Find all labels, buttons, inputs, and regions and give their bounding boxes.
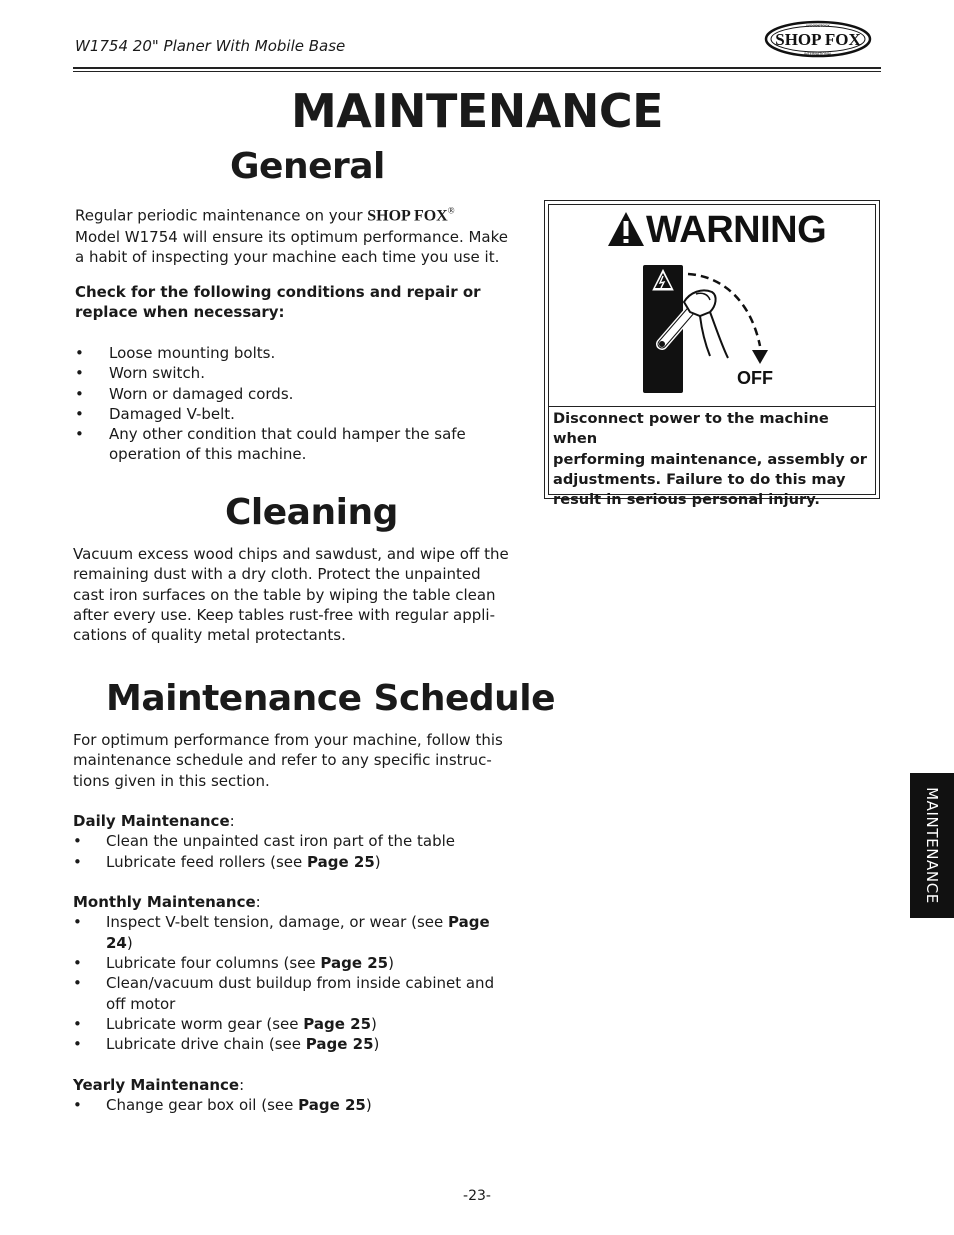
list-item: • Any other condition that could hamper the safe xyxy=(75,425,466,444)
inspection-list xyxy=(75,343,535,465)
header-rule xyxy=(73,67,881,69)
list-item: • Loose mounting bolts. xyxy=(75,344,276,362)
list-item: • Worn switch. xyxy=(75,364,205,383)
page-reference: Page xyxy=(448,913,490,932)
schedule-lists xyxy=(73,811,533,1115)
schedule-heading: Maintenance Schedule xyxy=(106,678,556,719)
warning-divider xyxy=(548,406,876,407)
switch-off-icon xyxy=(640,262,780,394)
side-tab-label: MAINTENANCE xyxy=(923,787,941,904)
daily-label: Daily Maintenance: xyxy=(73,812,235,830)
cleaning-heading: Cleaning xyxy=(225,492,398,533)
general-heading: General xyxy=(230,146,385,187)
list-item: • Lubricate feed rollers (see Page 25) xyxy=(73,852,381,871)
page-number: -23- xyxy=(463,1188,491,1204)
page-reference: Page 25 xyxy=(303,1014,372,1033)
header-rule-thin xyxy=(73,71,881,72)
page-reference: Page 25 xyxy=(320,954,389,973)
svg-text:INTERNATIONAL: INTERNATIONAL xyxy=(803,52,833,56)
side-tab-label-wrap xyxy=(910,773,954,918)
list-item: • Lubricate worm gear (see Page 25) xyxy=(73,1014,377,1033)
page-reference: Page 25 xyxy=(305,1035,374,1054)
list-item: • Change gear box oil (see Page 25) xyxy=(73,1096,372,1115)
list-item: • Clean/vacuum dust buildup from inside cabinet and xyxy=(73,974,495,993)
list-item: • Lubricate drive chain (see Page 25) xyxy=(73,1035,380,1054)
general-intro: Regular periodic maintenance on your SHOP FOX® Model W1754 will ensure its optimum performance. Make a habit of inspecting your machine each time you use it. xyxy=(75,206,509,266)
svg-text:SHOP FOX: SHOP FOX xyxy=(775,30,861,49)
check-conditions-text: Check for the following conditions and repair or replace when necessary: xyxy=(75,283,481,322)
warning-triangle-icon xyxy=(606,210,646,248)
monthly-label: Monthly Maintenance: xyxy=(73,893,261,912)
page-reference: Page 25 xyxy=(307,852,375,871)
warning-word: WARNING xyxy=(646,209,827,251)
cleaning-text: Vacuum excess wood chips and sawdust, and wipe off the remaining dust with a dry cloth. Protect the unpainted cast iron surfaces on the table by wiping the table clean after every use. Keep tables rust-free with regular appli- cations of quality metal protectants. xyxy=(73,545,509,645)
list-item-continuation: 24) xyxy=(106,933,133,952)
list-item-continuation: off motor xyxy=(106,994,176,1013)
schedule-intro: For optimum performance from your machine, follow this maintenance schedule and refer to any specific instruc- tions given in this section. xyxy=(73,731,503,790)
page-reference: Page 25 xyxy=(298,1096,366,1115)
list-item: • Damaged V-belt. xyxy=(75,404,235,423)
shop-fox-logo xyxy=(764,20,872,58)
list-item: • Clean the unpainted cast iron part of the table xyxy=(73,832,456,851)
document-title: W1754 20" Planer With Mobile Base xyxy=(75,37,346,55)
svg-text:OFF: OFF xyxy=(737,368,773,388)
list-item-continuation: operation of this machine. xyxy=(109,445,307,464)
list-item: • Worn or damaged cords. xyxy=(75,384,294,403)
list-item: • Lubricate four columns (see Page 25) xyxy=(73,954,394,973)
brand-name: SHOP FOX xyxy=(367,207,448,225)
svg-text:WOODSTOCK: WOODSTOCK xyxy=(806,24,830,28)
yearly-label: Yearly Maintenance: xyxy=(73,1075,245,1094)
warning-text: Disconnect power to the machine when performing maintenance, assembly or adjustments. Failure to do this may result in serious personal injury. xyxy=(553,410,867,509)
list-item: • Inspect V-belt tension, damage, or wear (see Page xyxy=(73,913,490,932)
page-title: MAINTENANCE xyxy=(290,84,664,138)
